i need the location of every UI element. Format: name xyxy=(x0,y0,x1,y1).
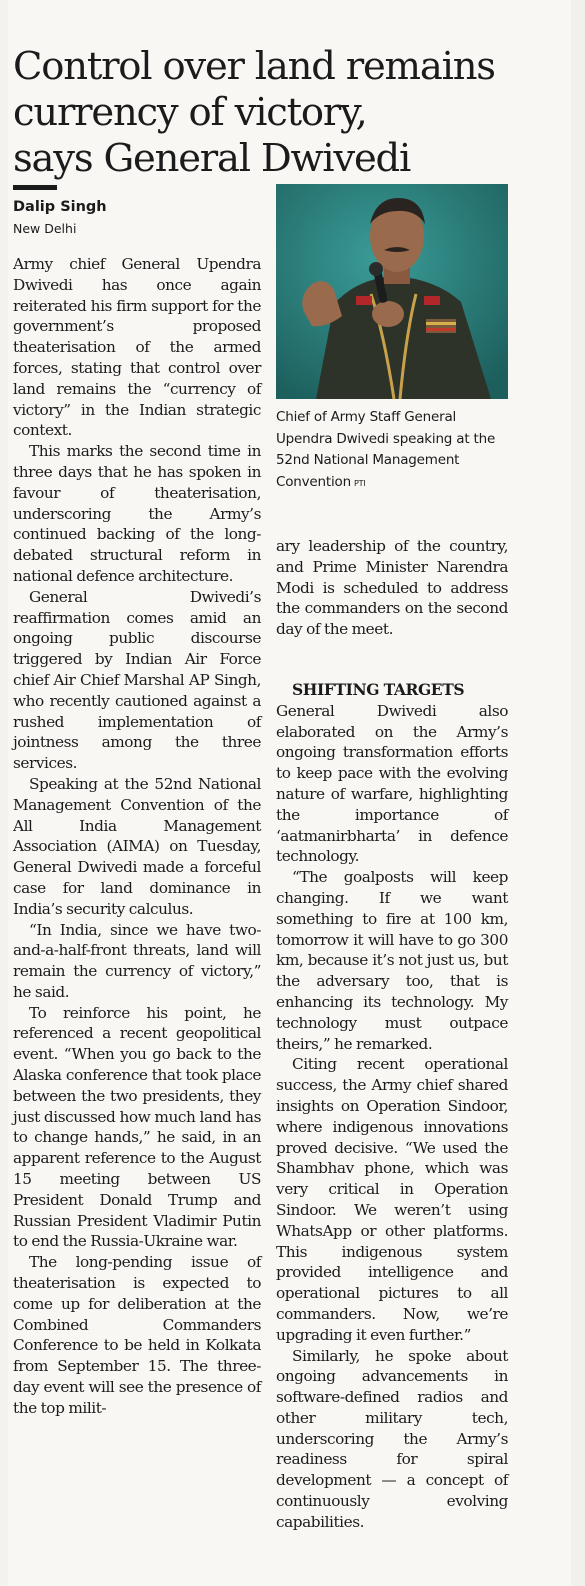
photo-illustration xyxy=(276,184,508,399)
paragraph: “In India, since we have two-and-a-half-front threats, land will remain the currency of victory,” he said. xyxy=(13,920,261,1001)
article-column-2-continuation xyxy=(276,536,508,640)
army-chief-photo xyxy=(276,184,508,399)
paragraph: To reinforce his point, he referenced a recent geopolitical event. “When you go back to the Alaska conference that took place between the two presidents, they just discussed how much land has to change hands,” he said, in an apparent reference to the August 15 meeting between US President Donald Trump and Russian President Vladimir Putin to end the Russia-Ukraine war. xyxy=(13,1003,261,1251)
byline-rule xyxy=(13,185,57,190)
paragraph: Similarly, he spoke about ongoing advancements in software-defined radios and other military tech, underscoring the Army’s readiness for spiral development — a concept of continuously evolving capabilities. xyxy=(276,1346,508,1531)
paragraph: This marks the second time in three days that he has spoken in favour of theaterisation, underscoring the Army’s continued backing of the long-debated structural reform in national defence architecture. xyxy=(13,442,261,585)
paragraph: Citing recent operational success, the Army chief shared insights on Operation Sindoor, where indigenous innovations proved decisive. “We used the Shambhav phone, which was very critical in Operation Sindoor. We weren’t using WhatsApp or other platforms. This indigenous system provided intelligence and operational pictures to all commanders. Now, we’re upgrading it even further.” xyxy=(276,1055,508,1344)
author-byline: Dalip Singh xyxy=(13,199,107,215)
photo-credit: PTI xyxy=(353,478,366,488)
paragraph: Speaking at the 52nd National Management Convention of the All India Management Association (AIMA) on Tuesday, General Dwivedi made a forceful case for land dominance in India’s security calculus. xyxy=(13,774,261,918)
headline-line: currency of victory, xyxy=(13,89,367,135)
headline-line: says General Dwivedi xyxy=(13,135,411,181)
article-column-2 xyxy=(276,680,508,1533)
paragraph: “The goalposts will keep changing. If we want something to fire at 100 km, tomorrow it will have to go 300 km, because it’s not just us, but the adversary too, that is enhancing its technology. My technology must outpace theirs,” he remarked. xyxy=(276,868,508,1053)
paragraph: The long-pending issue of theaterisation is expected to come up for deliberation at the Combined Commanders Conference to be held in Kolkata from September 15. The three-day event will see the presence of the top milit- xyxy=(13,1253,261,1417)
dateline: New Delhi xyxy=(13,221,77,236)
paragraph: General Dwivedi’s reaffirmation comes amid an ongoing public discourse triggered by Indian Air Force chief Air Chief Marshal AP Singh, who recently cautioned against a rushed implementation of jointness among the three services. xyxy=(13,587,261,773)
photo-caption xyxy=(276,407,508,494)
headline xyxy=(13,44,553,182)
paragraph: Army chief General Upendra Dwivedi has once again reiterated his firm support for the government’s proposed theaterisation of the armed forces, stating that control over land remains the “currency of victory” in the Indian strategic context. xyxy=(13,255,261,440)
paragraph: General Dwivedi also elaborated on the Army’s ongoing transformation efforts to keep pace with the evolving nature of warfare, highlighting the importance of ‘aatmanirbharta’ in defence technology. xyxy=(276,701,508,866)
paragraph: ary leadership of the country, and Prime Minister Narendra Modi is scheduled to address the commanders on the second day of the meet. xyxy=(276,537,508,639)
caption-text: Chief of Army Staff General Upendra Dwivedi speaking at the 52nd National Management Convention xyxy=(276,409,496,490)
article-column-1 xyxy=(13,254,261,1419)
adjacent-page-strip-right xyxy=(569,0,585,1586)
headline-line: Control over land remains xyxy=(13,43,495,89)
section-subhead: SHIFTING TARGETS xyxy=(292,680,465,699)
